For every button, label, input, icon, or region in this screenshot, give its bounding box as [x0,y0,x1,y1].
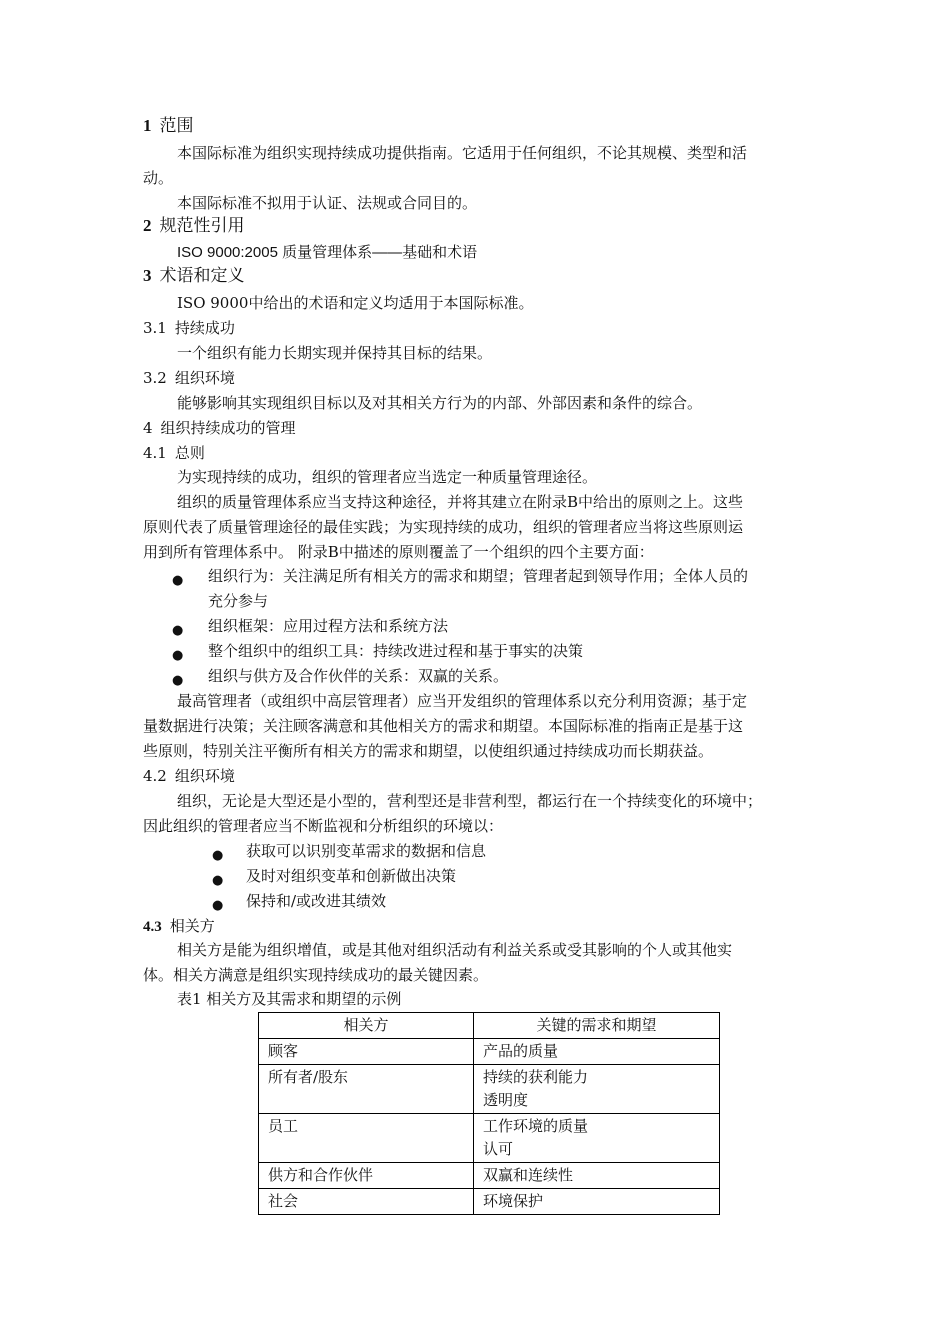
table-cell-party: 供方和合作伙伴 [259,1163,474,1189]
paragraph-line: 用到所有管理体系中。 附录B中描述的原则覆盖了一个组织的四个主要方面： [143,543,654,561]
section-heading-2: 2 规范性引用 [143,216,245,236]
table-cell-needs [474,1065,720,1114]
paragraph-line: 体。相关方满意是组织实现持续成功的最关键因素。 [143,966,489,984]
subsection-heading-3-1: 3.1 持续成功 [143,319,235,337]
table-header-row [259,1013,720,1039]
paragraph-line: 为实现持续的成功，组织的管理者应当选定一种质量管理途径。 [177,468,598,486]
need-item: 双赢和连续性 [483,1166,574,1184]
subsection-heading-4-3: 4.3 相关方 [143,917,215,935]
table-row [259,1114,720,1163]
list-item: 组织框架：应用过程方法和系统方法 [208,617,449,635]
paragraph-line: ISO 9000中给出的术语和定义均适用于本国际标准。 [177,294,534,312]
section-heading-4: 4 组织持续成功的管理 [143,419,296,437]
list-item: 整个组织中的组织工具：持续改进过程和基于事实的决策 [208,642,584,660]
table-cell-needs [474,1189,720,1215]
paragraph-line: 因此组织的管理者应当不断监视和分析组织的环境以： [143,817,504,835]
paragraph-line: 一个组织有能力长期实现并保持其目标的结果。 [177,344,493,362]
bullet-icon: ● [212,898,224,913]
list-item: 组织与供方及合作伙伴的关系：双赢的关系。 [208,667,509,685]
table-row [259,1189,720,1215]
need-item: 持续的获利能力 [483,1068,589,1086]
table-header-cell: 关键的需求和期望 [474,1013,720,1039]
paragraph-line: 相关方是能为组织增值，或是其他对组织活动有利益关系或受其影响的个人或其他实 [177,941,733,959]
subsection-heading-4-1: 4.1 总则 [143,444,205,462]
section-heading-1: 1 范围 [143,116,194,136]
bullet-icon: ● [172,573,184,588]
need-item: 工作环境的质量 [483,1117,589,1135]
paragraph-line: 本国际标准为组织实现持续成功提供指南。它适用于任何组织，不论其规模、类型和活 [177,144,748,162]
bullet-icon: ● [172,623,184,638]
paragraph-line: 些原则，特别关注平衡所有相关方的需求和期望，以使组织通过持续成功而长期获益。 [143,742,714,760]
table-cell-needs [474,1039,720,1065]
table-cell-party: 所有者/股东 [259,1065,474,1114]
subsection-heading-4-2: 4.2 组织环境 [143,767,235,785]
need-item: 认可 [483,1140,514,1158]
section-heading-3: 3 术语和定义 [143,266,245,286]
table-cell-party: 员工 [259,1114,474,1163]
subsection-heading-3-2: 3.2 组织环境 [143,369,235,387]
list-item: 组织行为：关注满足所有相关方的需求和期望；管理者起到领导作用；全体人员的 [208,567,749,585]
bullet-icon: ● [172,648,184,663]
table-cell-needs [474,1114,720,1163]
table-caption: 表1 相关方及其需求和期望的示例 [177,990,402,1008]
table-row [259,1039,720,1065]
list-item: 保持和/或改进其绩效 [246,892,387,910]
table-row [259,1065,720,1114]
table-cell-party: 顾客 [259,1039,474,1065]
paragraph-line: 能够影响其实现组织目标以及对其相关方行为的内部、外部因素和条件的综合。 [177,394,703,412]
paragraph-line: 组织，无论是大型还是小型的，营利型还是非营利型，都运行在一个持续变化的环境中； [177,792,763,810]
table-cell-needs [474,1163,720,1189]
need-item: 产品的质量 [483,1042,559,1060]
paragraph-line: 组织的质量管理体系应当支持这种途径，并将其建立在附录B中给出的原则之上。这些 [177,493,744,511]
need-item: 透明度 [483,1091,529,1109]
need-item: 环境保护 [483,1192,544,1210]
list-item: 获取可以识别变革需求的数据和信息 [246,842,487,860]
bullet-icon: ● [212,873,224,888]
table-cell-party: 社会 [259,1189,474,1215]
paragraph-line: 最高管理者（或组织中高层管理者）应当开发组织的管理体系以充分利用资源；基于定 [177,692,748,710]
list-item-continuation: 充分参与 [208,592,269,610]
bullet-icon: ● [172,673,184,688]
paragraph-line: 量数据进行决策；关注顾客满意和其他相关方的需求和期望。本国际标准的指南正是基于这 [143,717,744,735]
table-header-cell: 相关方 [259,1013,474,1039]
paragraph-line: 原则代表了质量管理途径的最佳实践；为实现持续的成功，组织的管理者应当将这些原则运 [143,518,744,536]
bullet-icon: ● [212,848,224,863]
paragraph-line: 本国际标准不拟用于认证、法规或合同目的。 [177,194,478,212]
table-row [259,1163,720,1189]
stakeholder-table [258,1012,720,1215]
paragraph-line: 动。 [143,169,174,187]
normative-reference: ISO 9000:2005 质量管理体系——基础和术语 [177,244,478,261]
list-item: 及时对组织变革和创新做出决策 [246,867,457,885]
